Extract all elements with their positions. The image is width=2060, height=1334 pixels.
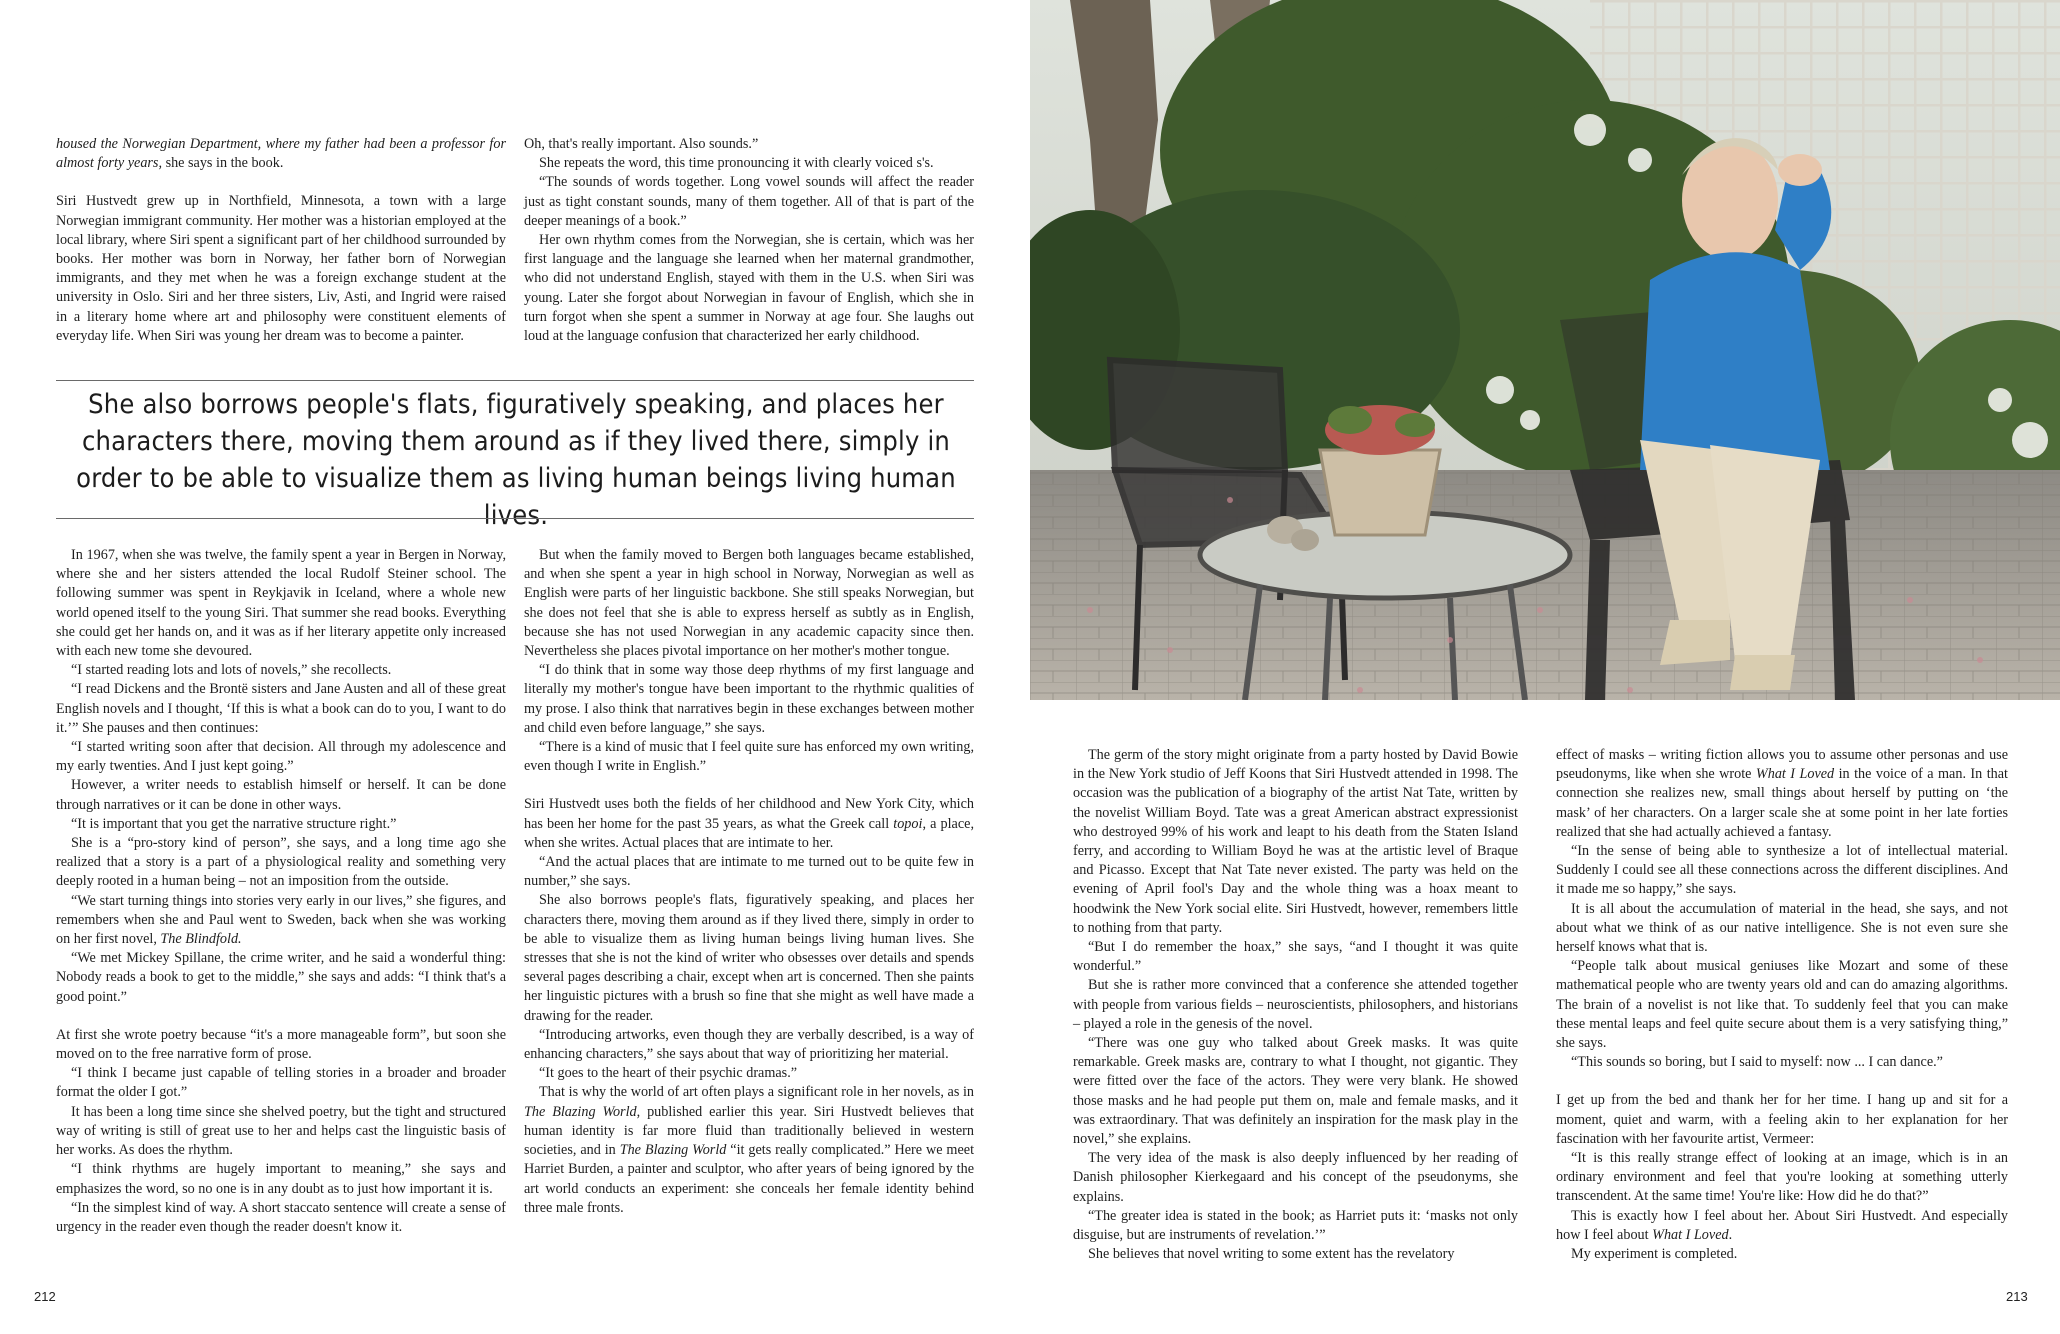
paragraph: “I read Dickens and the Brontë sisters and Jane Austen and all of these great English novels and I thought, ‘If this is what a book can do to you, I want to do it.’” She pauses and then continues: bbox=[56, 681, 506, 736]
paragraph: She is a “pro-story kind of person”, she says, and a long time ago she realized that a story is a part of a physiological reality and something very deeply rooted in a human being – not an imposition from the outside. bbox=[56, 835, 506, 890]
paragraph: “I think rhythms are hugely important to meaning,” she says and emphasizes the word, so no one is in any doubt as to just how important it is. bbox=[56, 1161, 506, 1197]
paragraph: “In the sense of being able to synthesize a lot of intellectual material. Suddenly I could see all these connections across the different disciplines. And it made me so happy,” she says. bbox=[1556, 843, 2008, 898]
paragraph: “We met Mickey Spillane, the crime writer, and he said a wonderful thing: Nobody reads a book to get to the middle,” she says and adds: “I think that's a good point.” bbox=[56, 950, 506, 1005]
paragraph: Siri Hustvedt grew up in Northfield, Minnesota, a town with a large Norwegian immigrant community. Her mother was a historian employed at the local library, where Siri spent a significant part of her childhood surrounded by books. Her mother was born in Norway, her father born of Norwegian immigrants, and they met when he was a foreign exchange student at the university in Oslo. Siri and her three sisters, Liv, Asti, and Ingrid were raised in a literary home where art and philosophy were constituent elements of everyday life. When Siri was young her dream was to become a painter. bbox=[56, 193, 506, 344]
paragraph: “The greater idea is stated in the book; as Harriet puts it: ‘masks not only disguise, but are instruments of revelation.’” bbox=[1073, 1207, 1518, 1244]
paragraph: Her own rhythm comes from the Norwegian, she is certain, which was her first language and the language she learned when her maternal grandmother, who did not understand English, stayed with them in the U.S. when Siri was young. Later she forgot about Norwegian in favour of English, which she in turn forgot when she spent a summer in Norway at age four. She laughs out loud at the language confusion that characterized her early childhood. bbox=[524, 232, 974, 345]
paragraph: “There is a kind of music that I feel quite sure has enforced my own writing, even though I write in English.” bbox=[524, 739, 974, 775]
paragraph: The very idea of the mask is also deeply influenced by her reading of Danish philosopher Kierkegaard and his concept of the pseudonyms, she explains. bbox=[1073, 1150, 1518, 1205]
paragraph: “I started reading lots and lots of novels,” she recollects. bbox=[71, 662, 392, 679]
potted-plant bbox=[1320, 450, 1440, 535]
paragraph: That is why the world of art often plays a significant role in her novels, as in The Blazing World, published earlier this year. Siri Hustvedt believes that human identity is far more fluid than traditionally believed in western societies, and in The Blazing World “it gets really complicated.” Here we meet Harriet Burden, a painter and sculptor, who after years of being ignored by the art world conducts an experiment: she conceals her female identity behind three male fronts. bbox=[524, 1084, 975, 1216]
paragraph: She believes that novel writing to some extent has the revelatory bbox=[1088, 1246, 1455, 1263]
paragraph: She repeats the word, this time pronouncing it with clearly voiced s's. bbox=[539, 155, 934, 172]
paragraph: Siri Hustvedt uses both the fields of her childhood and New York City, which has been her home for the past 35 years, as what the Greek call topoi, a place, when she writes. Actual places that are intimate to her. bbox=[524, 796, 974, 851]
paragraph: housed the Norwegian Department, where my father had been a professor for almost forty years, she says in the book. bbox=[56, 136, 506, 172]
column-3 bbox=[1073, 746, 1518, 1264]
paragraph: “The sounds of words together. Long vowel sounds will affect the reader just as tight constant sounds, many of them together. All of that is part of the deeper meanings of a book.” bbox=[524, 174, 974, 229]
paragraph: “It is this really strange effect of looking at an image, which is in an ordinary environment and feel that you're looking at something utterly transcendent. At the same time! You're like: How did he do that?” bbox=[1556, 1150, 2008, 1205]
paragraph: I get up from the bed and thank her for her time. I hang up and sit for a moment, quiet and warm, with a feeling akin to her explanation for her fascination with her favourite artist, Vermeer: bbox=[1556, 1092, 2008, 1147]
paragraph: But she is rather more convinced that a conference she attended together with people from various fields – neuroscientists, philosophers, and historians – played a role in the genesis of the novel. bbox=[1073, 977, 1518, 1032]
paragraph: “It goes to the heart of their psychic dramas.” bbox=[539, 1065, 798, 1082]
paragraph: It is all about the accumulation of material in the head, she says, and not about what we think of as our native intelligence. She is not even sure she herself knows what that is. bbox=[1556, 900, 2008, 956]
photo-garden-portrait bbox=[1030, 0, 2060, 700]
paragraph: In 1967, when she was twelve, the family spent a year in Bergen in Norway, where she and her sisters attended the local Rudolf Steiner school. The following summer was spent in Reykjavik in Iceland, where a whole new world opened itself to the young Siri. That summer she read books. Everything she could get her hands on, and it was as if her literary appetite only increased with each new tome she devoured. bbox=[56, 547, 506, 660]
column-1-bottom bbox=[56, 546, 506, 1237]
paragraph: My experiment is completed. bbox=[1571, 1246, 1738, 1263]
paragraph: But when the family moved to Bergen both languages became established, and when she spent a year in high school in Norway, Norwegian as well as English were parts of her linguistic backbone. She still speaks Norwegian, but she does not feel that she is able to express herself as subtly as in English, because she has not used Norwegian in any academic capacity since then. Nevertheless she places pivotal importance on her mother's mother tongue. bbox=[524, 547, 974, 660]
paragraph: It has been a long time since she shelved poetry, but the tight and structured way of writing is still of great use to her and helps cast the linguistic basis of her works. As does the rhythm. bbox=[56, 1103, 506, 1159]
column-2-bottom bbox=[524, 546, 974, 1218]
paragraph: “We start turning things into stories very early in our lives,” she figures, and remembers when she and Paul went to Sweden, back when she was working on her first novel, The Blindfold. bbox=[56, 892, 506, 948]
page-number-left: 212 bbox=[34, 1289, 56, 1304]
paragraph: “Introducing artworks, even though they are verbally described, is a way of enhancing characters,” she says about that way of prioritizing her material. bbox=[524, 1026, 974, 1063]
paragraph: She also borrows people's flats, figuratively speaking, and places her characters there, moving them around as if they lived there, simply in order to be able to visualize them as living human beings living human lives. She stresses that she is not the kind of writer who obsesses over details and spends several pages describing a chair, except when art is concerned. Then she paints her linguistic pictures with a brush so fine that she might as well have made a drawing for the reader. bbox=[524, 892, 974, 1024]
column-4 bbox=[1556, 746, 2008, 1264]
paragraph: This is exactly how I feel about her. About Siri Hustvedt. And especially how I feel about What I Loved. bbox=[1556, 1207, 2008, 1243]
paragraph: The germ of the story might originate from a party hosted by David Bowie in the New York studio of Jeff Koons that Siri Hustvedt attended in 1998. The occasion was the publication of a biography of the artist Nat Tate, written by the novelist William Boyd. Tate was a great American abstract expressionist who destroyed 99% of his work and leapt to his death from the Staten Island ferry, and according to William Boyd he was at the artistic level of Braque and Picasso. Except that Nat Tate never existed. The party was held on the evening of April fool's Day and the whole thing was a hoax meant to hoodwink the New York social elite. Siri Hustvedt, however, remembers little to nothing from that party. bbox=[1073, 747, 1518, 936]
paragraph: “People talk about musical geniuses like Mozart and some of these mathematical people who are twenty years old and can do amazing algorithms. The brain of a novelist is not like that. To suddenly feel that you can make these mental leaps and feel quite secure about them is a very satisfying thing,” she says. bbox=[1556, 958, 2008, 1052]
paragraph: effect of masks – writing fiction allows you to assume other personas and use pseudonyms, like when she wrote What I Loved in the voice of a man. In that connection she realizes new, small things about herself by putting on ‘the mask’ of her characters. On a larger scale she at some point in her late forties realized that she had actually achieved a fantasy. bbox=[1556, 747, 2008, 840]
paragraph: “I started writing soon after that decision. All through my adolescence and my early twenties. And I just kept going.” bbox=[56, 739, 506, 775]
page-number-right: 213 bbox=[2006, 1289, 2028, 1304]
pull-quote-bottom-rule bbox=[56, 518, 974, 519]
column-2-top bbox=[524, 135, 974, 346]
paragraph: “I think I became just capable of telling stories in a broader and broader format the older I got.” bbox=[56, 1065, 506, 1101]
pull-quote-top-rule bbox=[56, 380, 974, 381]
paragraph: “It is important that you get the narrative structure right.” bbox=[71, 815, 397, 832]
paragraph: “This sounds so boring, but I said to myself: now ... I can dance.” bbox=[1571, 1054, 1943, 1071]
paragraph: However, a writer needs to establish himself or herself. It can be done through narratives or it can be done in other ways. bbox=[56, 777, 506, 813]
paragraph: “In the simplest kind of way. A short staccato sentence will create a sense of urgency in the reader even though the reader doesn't know it. bbox=[56, 1199, 506, 1235]
paragraph: “There was one guy who talked about Greek masks. It was quite remarkable. Greek masks are, contrary to what I thought, not gigantic. They were fitted over the face of the actors. They were very blank. He showed those masks and he had people put them on, male and female masks, and it was extraordinary. That was definitely an inspiration for the mask play in the novel,” she explains. bbox=[1073, 1035, 1518, 1148]
paragraph: “I do think that in some way those deep rhythms of my first language and literally my mother's tongue have been important to the rhythmic qualities of my prose. I also think that narratives begin in these exchanges between mother and child even before language,” she says. bbox=[524, 662, 974, 736]
paragraph: Oh, that's really important. Also sounds.” bbox=[524, 136, 759, 152]
paragraph: At first she wrote poetry because “it's a more manageable form”, but soon she moved on to the free narrative form of prose. bbox=[56, 1026, 506, 1063]
paragraph: “But I do remember the hoax,” she says, “and I thought it was quite wonderful.” bbox=[1073, 939, 1518, 975]
column-1-top bbox=[56, 135, 506, 346]
paragraph: “And the actual places that are intimate to me turned out to be quite few in number,” she says. bbox=[524, 854, 974, 890]
pull-quote: She also borrows people's flats, figuratively speaking, and places her characters there, moving them around as if they lived there, simply in order to be able to visualize them as living human beings living human lives. bbox=[76, 389, 956, 531]
